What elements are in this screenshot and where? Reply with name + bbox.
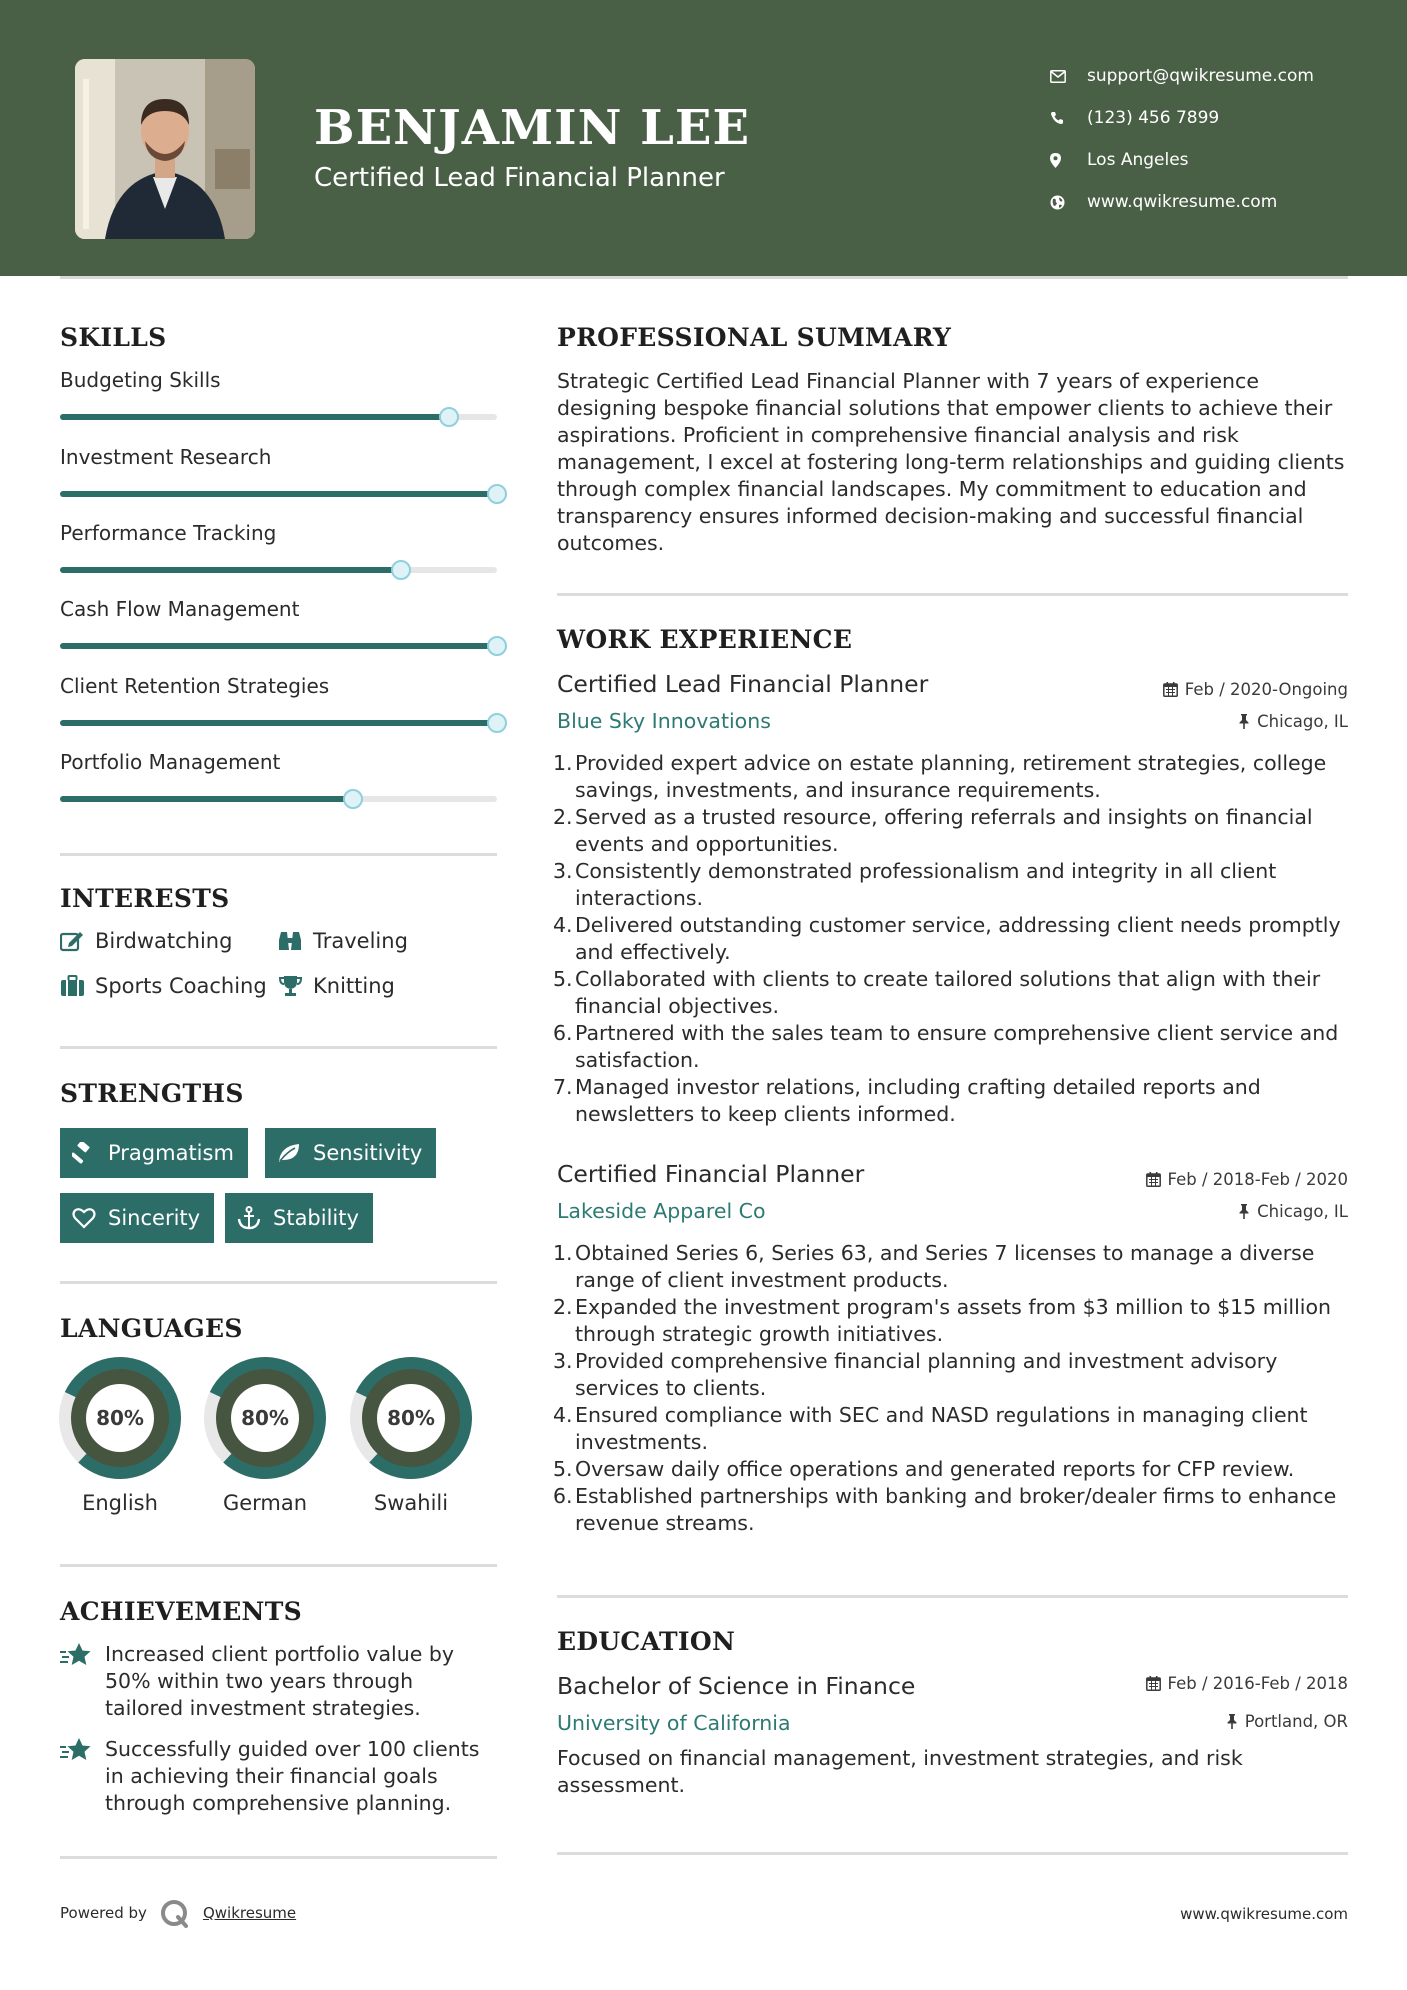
- languages-title: LANGUAGES: [60, 1314, 243, 1343]
- interest-item: [60, 929, 232, 953]
- skill-bar-knob: [391, 560, 411, 580]
- skill-label: Performance Tracking: [60, 521, 277, 545]
- summary-text: Strategic Certified Lead Financial Planner with 7 years of experience designing bespoke financial solutions that empower clients to achieve their aspirations. Proficient in comprehensive financial analysis and risk management, I excel at fostering long-term relationships and guiding clients through complex financial landscapes. My commitment to education and transparency ensures informed decision-making and successful financial outcomes.: [557, 369, 1345, 555]
- job-location: [1238, 712, 1348, 731]
- section-divider: [557, 593, 1348, 596]
- profile-photo: [75, 59, 255, 239]
- skill-bar-knob: [487, 484, 507, 504]
- contact-website[interactable]: [1050, 181, 1314, 223]
- skill-bar-fill: [60, 414, 449, 420]
- skill-bar-fill: [60, 643, 497, 649]
- job-bullet: 4. Ensured compliance with SEC and NASD regulations in managing client investments.: [553, 1403, 1308, 1454]
- strength-chip: [225, 1193, 373, 1243]
- qwikresume-logo-icon: [159, 1898, 193, 1928]
- job-dates: [1163, 680, 1348, 699]
- skill-bar-knob: [487, 636, 507, 656]
- job-bullet: 6. Partnered with the sales team to ensure comprehensive client service and satisfaction.: [553, 1021, 1339, 1072]
- achievement-item: [60, 1736, 500, 1817]
- job-bullet: 1. Provided expert advice on estate planning, retirement strategies, college savings, investments, and insurance requirements.: [553, 751, 1327, 802]
- pushpin-icon: [1226, 1714, 1238, 1729]
- skill-bar: [60, 796, 497, 802]
- binoculars-icon: [278, 930, 303, 952]
- header-divider: [60, 276, 1348, 279]
- person-photo-icon: [75, 59, 255, 239]
- strength-chip: [60, 1193, 214, 1243]
- section-divider: [60, 1564, 497, 1567]
- interest-label: Sports Coaching: [95, 974, 267, 998]
- skill-bar-fill: [60, 491, 497, 497]
- skill-bar: [60, 567, 497, 573]
- skill-bar-knob: [487, 713, 507, 733]
- job-bullet: 5. Collaborated with clients to create tailored solutions that align with their financial objectives.: [553, 967, 1321, 1018]
- job-bullet: 6. Established partnerships with banking and broker/dealer firms to enhance revenue streams.: [553, 1484, 1337, 1535]
- interests-title: INTERESTS: [60, 884, 230, 913]
- skills-title: SKILLS: [60, 323, 167, 352]
- pencil-square-icon: [60, 930, 85, 952]
- calendar-icon: [1163, 682, 1178, 697]
- email-text: support@qwikresume.com: [1087, 66, 1314, 86]
- job-dates-text: Feb / 2020-Ongoing: [1184, 680, 1348, 699]
- language-percent: 80%: [96, 1406, 144, 1430]
- job-bullet: 2. Expanded the investment program's assets from $3 million to $15 million through strategic growth initiatives.: [553, 1295, 1332, 1346]
- job-location: [1238, 1202, 1348, 1221]
- education-title: EDUCATION: [557, 1627, 736, 1656]
- skill-label: Client Retention Strategies: [60, 674, 330, 698]
- job-bullet: 7. Managed investor relations, including crafting detailed reports and newsletters to keep clients informed.: [553, 1075, 1261, 1126]
- education-description: Focused on financial management, investment strategies, and risk assessment.: [557, 1746, 1243, 1797]
- section-divider: [60, 1856, 497, 1859]
- job-title: Certified Financial Planner: [557, 1160, 865, 1188]
- achievement-text: Increased client portfolio value by 50% within two years through tailored investment strategies.: [105, 1642, 454, 1720]
- language-percent: 80%: [387, 1406, 435, 1430]
- interest-item: [278, 929, 408, 953]
- job-bullet: 3. Consistently demonstrated professionalism and integrity in all client interactions.: [553, 859, 1277, 910]
- briefcase-icon: [60, 975, 85, 997]
- skill-bar-fill: [60, 796, 353, 802]
- section-divider: [60, 853, 497, 856]
- strength-label: Sensitivity: [313, 1141, 423, 1165]
- job-bullet: 1. Obtained Series 6, Series 63, and Series 7 licenses to manage a diverse range of client investment products.: [553, 1241, 1315, 1292]
- language-gauge: [350, 1357, 472, 1479]
- job-bullet: 5. Oversaw daily office operations and generated reports for CFP review.: [553, 1457, 1295, 1481]
- achievement-text: Successfully guided over 100 clients in achieving their financial goals through comprehensive planning.: [105, 1737, 480, 1815]
- education-dates: [1146, 1674, 1348, 1693]
- phone-icon: [1050, 111, 1087, 125]
- skill-label: Portfolio Management: [60, 750, 281, 774]
- heart-icon: [72, 1207, 96, 1229]
- strength-label: Sincerity: [108, 1206, 201, 1230]
- contact-phone[interactable]: [1050, 97, 1314, 139]
- achievements-title: ACHIEVEMENTS: [60, 1597, 302, 1626]
- calendar-icon: [1146, 1676, 1161, 1691]
- candidate-title: Certified Lead Financial Planner: [314, 163, 725, 193]
- candidate-name: BENJAMIN LEE: [314, 100, 751, 156]
- interest-item: [60, 974, 267, 998]
- job-dates-text: Feb / 2018-Feb / 2020: [1167, 1170, 1348, 1189]
- gavel-icon: [72, 1142, 96, 1164]
- job-dates: [1146, 1170, 1348, 1189]
- language-percent: 80%: [241, 1406, 289, 1430]
- language-gauge: [204, 1357, 326, 1479]
- skill-bar-knob: [439, 407, 459, 427]
- job-location-text: Chicago, IL: [1257, 1202, 1348, 1221]
- resume-header: [0, 0, 1407, 276]
- globe-icon: [1050, 195, 1087, 210]
- education-location-text: Portland, OR: [1244, 1712, 1348, 1731]
- section-divider: [60, 1046, 497, 1049]
- degree-title: Bachelor of Science in Finance: [557, 1672, 916, 1700]
- language-name: English: [82, 1491, 158, 1515]
- experience-title: WORK EXPERIENCE: [557, 625, 853, 654]
- footer-powered-by: [60, 1898, 296, 1928]
- anchor-icon: [237, 1206, 261, 1230]
- skill-bar: [60, 720, 497, 726]
- skill-bar: [60, 491, 497, 497]
- interest-label: Knitting: [313, 974, 395, 998]
- company-name: Lakeside Apparel Co: [557, 1199, 766, 1223]
- skill-bar-knob: [343, 789, 363, 809]
- achievement-item: [60, 1641, 500, 1722]
- job-bullet: 3. Provided comprehensive financial planning and investment advisory services to clients.: [553, 1349, 1278, 1400]
- website-text: www.qwikresume.com: [1087, 192, 1278, 212]
- school-name: University of California: [557, 1711, 791, 1735]
- job-bullet: 2. Served as a trusted resource, offering referrals and insights on financial events and opportunities.: [553, 805, 1313, 856]
- strength-chip: [60, 1128, 248, 1178]
- skill-bar-fill: [60, 720, 497, 726]
- contact-email[interactable]: [1050, 55, 1314, 97]
- interest-label: Traveling: [313, 929, 408, 953]
- job-bullets: [553, 1240, 1347, 1537]
- strengths-title: STRENGTHS: [60, 1079, 244, 1108]
- skill-bar: [60, 414, 497, 420]
- star-icon: [60, 1737, 93, 1763]
- star-icon: [60, 1642, 93, 1668]
- strength-label: Pragmatism: [108, 1141, 234, 1165]
- section-divider: [60, 1281, 497, 1284]
- powered-by-text: Powered by: [60, 1904, 147, 1922]
- section-divider: [557, 1595, 1348, 1598]
- map-pin-icon: [1050, 153, 1087, 168]
- job-location-text: Chicago, IL: [1257, 712, 1348, 731]
- contact-location: [1050, 139, 1314, 181]
- pushpin-icon: [1238, 1204, 1250, 1219]
- skill-label: Investment Research: [60, 445, 272, 469]
- section-divider: [557, 1852, 1348, 1855]
- calendar-icon: [1146, 1172, 1161, 1187]
- education-dates-text: Feb / 2016-Feb / 2018: [1167, 1674, 1348, 1693]
- interest-label: Birdwatching: [95, 929, 233, 953]
- leaf-icon: [277, 1142, 301, 1164]
- envelope-icon: [1050, 70, 1087, 83]
- interest-item: [278, 974, 395, 998]
- skill-label: Budgeting Skills: [60, 368, 221, 392]
- location-text: Los Angeles: [1087, 150, 1189, 170]
- qwikresume-link[interactable]: Qwikresume: [202, 1904, 297, 1922]
- contact-list: [1050, 55, 1314, 223]
- job-bullets: [553, 750, 1347, 1128]
- strength-label: Stability: [273, 1206, 359, 1230]
- summary-title: PROFESSIONAL SUMMARY: [557, 323, 952, 352]
- trophy-icon: [278, 975, 303, 997]
- skill-bar: [60, 643, 497, 649]
- education-location: [1226, 1712, 1348, 1731]
- language-name: Swahili: [373, 1491, 449, 1515]
- language-gauge: [59, 1357, 181, 1479]
- phone-text: (123) 456 7899: [1087, 108, 1220, 128]
- skill-bar-fill: [60, 567, 401, 573]
- job-title: Certified Lead Financial Planner: [557, 670, 929, 698]
- footer-url[interactable]: www.qwikresume.com: [1180, 1905, 1348, 1923]
- job-bullet: 4. Delivered outstanding customer service, addressing client needs promptly and effectively.: [553, 913, 1341, 964]
- pushpin-icon: [1238, 714, 1250, 729]
- strength-chip: [265, 1128, 436, 1178]
- skill-label: Cash Flow Management: [60, 597, 300, 621]
- company-name: Blue Sky Innovations: [557, 709, 771, 733]
- language-name: German: [222, 1491, 308, 1515]
